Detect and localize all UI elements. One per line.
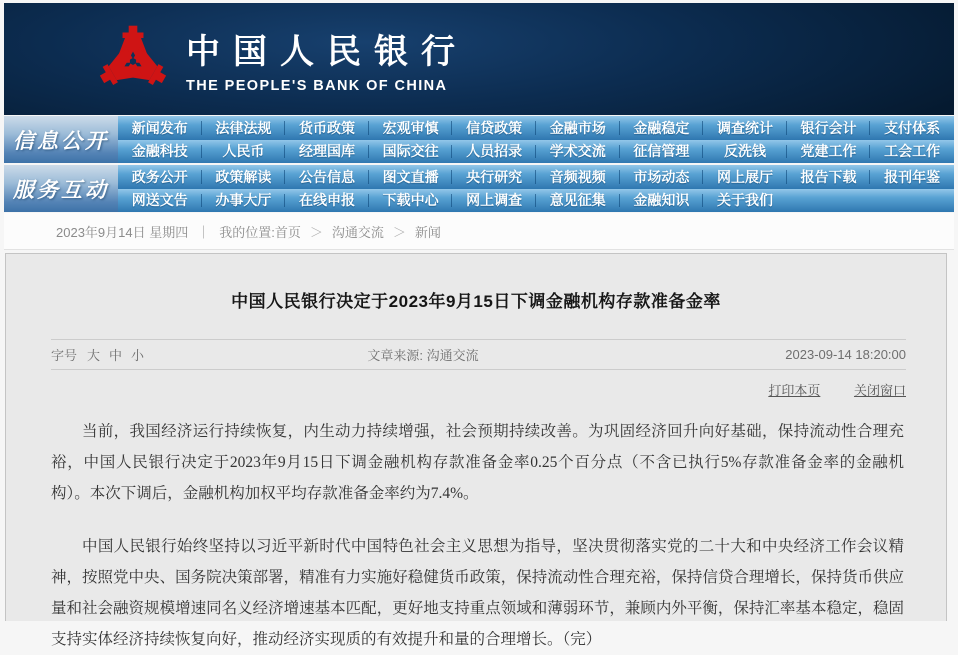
nav-item-renminbi[interactable]: 人民币 (202, 140, 286, 164)
article-paragraph: 中国人民银行始终坚持以习近平新时代中国特色社会主义思想为指导，坚决贯彻落实党的二十大和中央经济工作会议精神，按照党中央、国务院决策部署，精准有力实施好稳健货币政策，保持流动性合理充裕，保持信贷合理增长，保持货币供应量和社会融资规模增速同名义经济增速基本匹配，更好地支持重点领域和薄弱环节，兼顾内外平衡，保持汇率基本稳定，稳固支持实体经济持续恢复向好，推动经济实现质的有效提升和量的合理增长。（完） (51, 538, 904, 648)
print-page-link[interactable]: 打印本页 (768, 383, 821, 398)
nav-section-service-interaction[interactable]: 服务互动 (4, 165, 118, 212)
nav-item-party-building[interactable]: 党建工作 (787, 140, 871, 164)
font-size-medium-button[interactable]: 中 (109, 348, 123, 363)
nav-item-credit-policy[interactable]: 信贷政策 (452, 116, 536, 140)
font-size-small-button[interactable]: 小 (131, 348, 145, 363)
nav-item-online-notices[interactable]: 网送文告 (118, 189, 202, 213)
site-header (4, 3, 954, 115)
nav-item-recruitment[interactable]: 人员招录 (452, 140, 536, 164)
nav-item-online-exhibition[interactable]: 网上展厅 (703, 165, 787, 189)
nav-section-info-disclosure[interactable]: 信息公开 (4, 116, 118, 163)
nav-item-audio-video[interactable]: 音频视频 (536, 165, 620, 189)
breadcrumb-current-page[interactable]: 新闻 (414, 224, 441, 240)
bank-name-chinese: 中国人民银行 (186, 34, 468, 71)
nav-cell-empty (787, 189, 871, 213)
font-size-label: 字号 (51, 348, 78, 363)
nav-item-download-center[interactable]: 下载中心 (369, 189, 453, 213)
nav-item-monetary-policy[interactable]: 货币政策 (285, 116, 369, 140)
breadcrumb-divider: ｜ (197, 224, 211, 240)
nav-item-announcements[interactable]: 公告信息 (285, 165, 369, 189)
nav-item-news-release[interactable]: 新闻发布 (118, 116, 202, 140)
nav-row (118, 165, 954, 189)
nav-item-treasury[interactable]: 经理国库 (285, 140, 369, 164)
article-action-links (51, 380, 906, 399)
nav-item-macroprudential[interactable]: 宏观审慎 (369, 116, 453, 140)
article-paragraph: 当前，我国经济运行持续恢复，内生动力持续增强，社会预期持续改善。为巩固经济回升向好基础，保持流动性合理充裕，中国人民银行决定于2023年9月15日下调金融机构存款准备金率0.25个百分点（不含已执行5%存款准备金率的金融机构）。本次下调后，金融机构加权平均存款准备金率约为7.4%。 (51, 423, 904, 502)
breadcrumb-arrow-icon: ＞ (309, 224, 323, 240)
nav-item-gov-affairs[interactable]: 政务公开 (118, 165, 202, 189)
nav-band-services (4, 165, 954, 212)
breadcrumb (4, 213, 954, 250)
article-datetime: 2023-09-14 18:20:00 (785, 347, 906, 362)
article-card (5, 253, 947, 648)
nav-item-survey-statistics[interactable]: 调查统计 (703, 116, 787, 140)
nav-item-online-filing[interactable]: 在线申报 (285, 189, 369, 213)
article-meta-bar (51, 339, 906, 370)
nav-band-information (4, 116, 954, 163)
nav-row (118, 189, 954, 213)
site-brand[interactable] (96, 20, 468, 98)
nav-item-central-bank-research[interactable]: 央行研究 (452, 165, 536, 189)
nav-item-laws-regulations[interactable]: 法律法规 (202, 116, 286, 140)
nav-row (118, 116, 954, 140)
nav-item-international[interactable]: 国际交往 (369, 140, 453, 164)
nav-item-market-trends[interactable]: 市场动态 (620, 165, 704, 189)
nav-item-report-download[interactable]: 报告下载 (787, 165, 871, 189)
nav-item-academic-exchange[interactable]: 学术交流 (536, 140, 620, 164)
nav-item-financial-stability[interactable]: 金融稳定 (620, 116, 704, 140)
close-window-link[interactable]: 关闭窗口 (853, 383, 906, 398)
breadcrumb-section-link[interactable]: 沟通交流 (331, 224, 384, 240)
brand-text (186, 24, 468, 94)
article-body (51, 416, 904, 655)
nav-item-service-hall[interactable]: 办事大厅 (202, 189, 286, 213)
nav-item-credit-reporting[interactable]: 征信管理 (620, 140, 704, 164)
nav-item-payment-system[interactable]: 支付体系 (884, 119, 941, 136)
nav-item-about-us[interactable]: 关于我们 (716, 192, 773, 209)
nav-menu-info (118, 116, 954, 163)
nav-item-policy-interpretation[interactable]: 政策解读 (202, 165, 286, 189)
nav-item-online-survey[interactable]: 网上调查 (452, 189, 536, 213)
nav-menu-services (118, 165, 954, 212)
nav-item-live-broadcast[interactable]: 图文直播 (369, 165, 453, 189)
breadcrumb-home-link[interactable]: 我的位置:首页 (219, 224, 301, 240)
nav-item-labor-union[interactable]: 工会工作 (884, 143, 941, 160)
nav-item-financial-knowledge[interactable]: 金融知识 (620, 189, 704, 213)
nav-item-solicit-opinions[interactable]: 意见征集 (536, 189, 620, 213)
main-navigation (4, 116, 954, 212)
nav-item-bank-accounting[interactable]: 银行会计 (787, 116, 871, 140)
article-source: 文章来源: 沟通交流 (367, 348, 479, 363)
font-size-large-button[interactable]: 大 (87, 348, 101, 363)
breadcrumb-arrow-icon: ＞ (392, 224, 406, 240)
nav-item-financial-market[interactable]: 金融市场 (536, 116, 620, 140)
nav-item-anti-money-laundering[interactable]: 反洗钱 (703, 140, 787, 164)
nav-row (118, 140, 954, 164)
pboc-logo-icon (96, 20, 170, 98)
nav-item-periodicals-yearbook[interactable]: 报刊年鉴 (884, 168, 941, 185)
nav-item-fintech[interactable]: 金融科技 (118, 140, 202, 164)
nav-cell-empty (870, 189, 954, 213)
breadcrumb-date: 2023年9月14日 星期四 (56, 224, 189, 240)
bank-name-english: THE PEOPLE'S BANK OF CHINA (186, 78, 448, 94)
article-title: 中国人民银行决定于2023年9月15日下调金融机构存款准备金率 (231, 292, 721, 311)
